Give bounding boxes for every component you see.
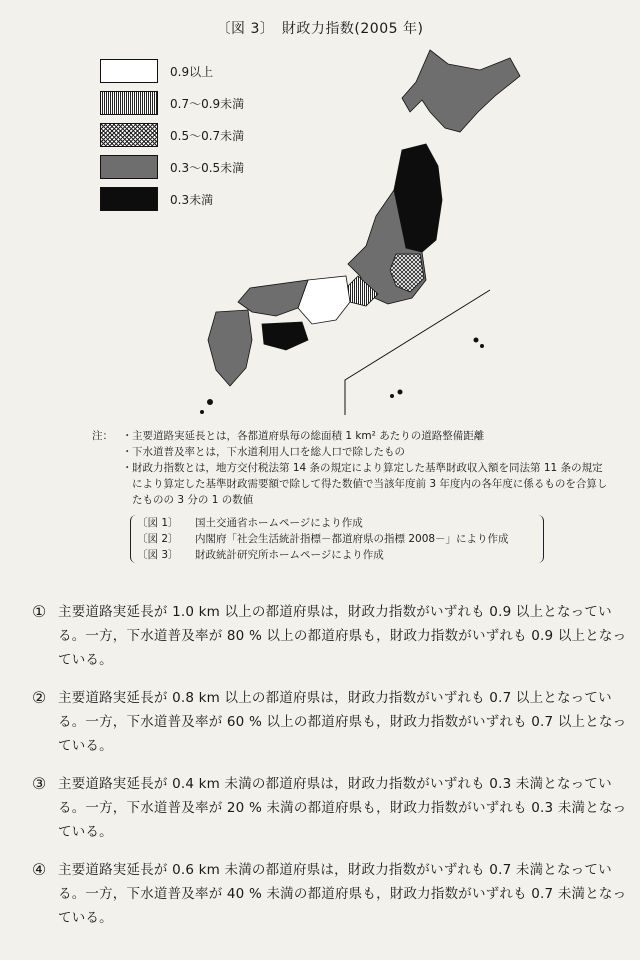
option-number: ③ [31,774,47,793]
source-tag: 〔図 2〕 [137,533,179,545]
legend-label: 0.3〜0.5未満 [170,160,245,175]
answer-option-4 [20,858,630,930]
note-item [92,428,612,444]
note-item [92,444,612,460]
island-okinawa [200,410,204,414]
source-text: 内閣府「社会生活統計指標－都道府県の指標 2008－」により作成 [195,533,509,545]
option-number: ② [31,688,47,707]
note-lead: 注： [92,430,113,442]
legend-label: 0.5〜0.7未満 [170,128,245,143]
japan-choropleth-map [190,40,550,420]
region-chugoku [238,280,308,316]
legend-swatch-gray [100,155,158,179]
option-text: 主要道路実延長が 0.6 km 未満の都道府県は，財政力指数がいずれも 0.7 未満となっている。一方，下水道普及率が 40 % 未満の都道府県も，財政力指数がいずれも 0.7 未満となっている。 [58,862,627,926]
source-item [137,515,537,531]
legend-swatch-black [100,187,158,211]
legend-label: 0.7〜0.9未満 [170,96,245,111]
note-text: 主要道路実延長とは，各都道府県毎の総面積 1 km² あたりの道路整備距離 [132,430,485,442]
island-outlying [474,338,479,343]
legend-swatch-crosshatch [100,123,158,147]
source-item [137,531,537,547]
legend-swatch-white [100,59,158,83]
option-number: ④ [31,860,47,879]
source-text: 国土交通省ホームページにより作成 [195,517,363,529]
island-outlying [390,394,394,398]
source-text: 財政統計研究所ホームページにより作成 [195,549,384,561]
source-tag: 〔図 3〕 [137,549,179,561]
note-bullet: ・ [122,430,133,442]
note-item [92,460,612,508]
region-hokkaido [402,50,520,132]
source-item [137,547,537,563]
note-text: 財政力指数とは，地方交付税法第 14 条の規定により算定した基準財政収入額を同法第 11 条の規定により算定した基準財政需要額で除して得た数値で当該年度前 3 年度内の各年度に係るものを合算したものの 3 分の 1 の数値 [132,462,608,506]
option-text: 主要道路実延長が 0.8 km 以上の都道府県は，財政力指数がいずれも 0.7 以上となっている。一方，下水道普及率が 60 % 以上の都道府県も，財政力指数がいずれも 0.7 以上となっている。 [58,690,627,754]
option-text: 主要道路実延長が 1.0 km 以上の都道府県は，財政力指数がいずれも 0.9 以上となっている。一方，下水道普及率が 80 % 以上の都道府県も，財政力指数がいずれも 0.9 以上となっている。 [58,604,627,668]
legend-swatch-vertical-stripes [100,91,158,115]
note-text: 下水道普及率とは，下水道利用人口を総人口で除したもの [132,446,405,458]
island-okinawa [207,399,213,405]
notes-block [92,428,612,508]
island-outlying [480,344,484,348]
option-text: 主要道路実延長が 0.4 km 未満の都道府県は，財政力指数がいずれも 0.3 未満となっている。一方，下水道普及率が 20 % 未満の都道府県も，財政力指数がいずれも 0.3 未満となっている。 [58,776,627,840]
answer-option-1 [20,600,630,672]
answer-option-2 [20,686,630,758]
answer-options [20,600,630,944]
legend-label: 0.9以上 [170,64,214,79]
answer-option-3 [20,772,630,844]
sources-block [130,515,544,563]
inset-boundary-line [345,290,490,415]
legend-label: 0.3未満 [170,192,214,207]
region-kyushu [208,310,252,386]
option-number: ① [31,602,47,621]
island-outlying [398,390,403,395]
figure-title: 〔図 3〕 財政力指数(2005 年) [216,21,424,37]
note-bullet: ・ [122,446,133,458]
region-shikoku [262,322,308,350]
source-tag: 〔図 1〕 [137,517,179,529]
note-bullet: ・ [122,462,133,474]
